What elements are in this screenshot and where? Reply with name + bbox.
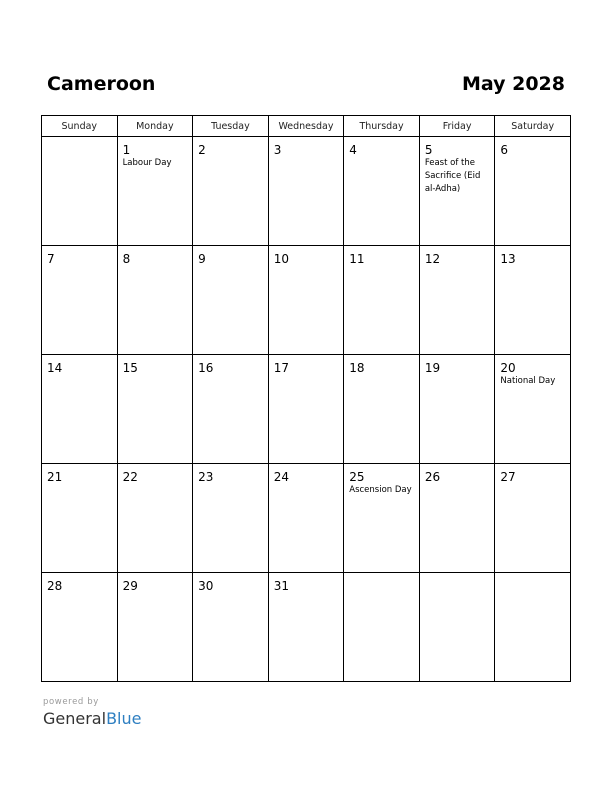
day-number: 2 <box>198 143 206 157</box>
day-number: 22 <box>122 470 138 484</box>
brand-general-text: General <box>43 709 107 728</box>
day-cell <box>193 246 269 355</box>
day-cell <box>419 246 495 355</box>
day-number: 14 <box>47 361 63 375</box>
day-cell <box>117 464 193 573</box>
day-cell <box>117 137 193 246</box>
day-number: 7 <box>47 252 55 266</box>
day-number: 13 <box>500 252 516 266</box>
day-cell <box>268 573 344 682</box>
day-cell <box>117 573 193 682</box>
day-number: 26 <box>424 470 441 484</box>
day-cell <box>419 464 495 573</box>
day-number: 15 <box>122 361 138 375</box>
day-cell <box>42 355 118 464</box>
brand-blue-text: Blue <box>106 709 142 728</box>
holiday-label: Feast of the Sacrifice (Eid al-Adha) <box>424 158 481 194</box>
day-cell <box>117 355 193 464</box>
day-number: 12 <box>424 252 441 266</box>
day-number: 21 <box>47 470 63 484</box>
day-cell <box>193 573 269 682</box>
day-cell <box>193 137 269 246</box>
day-number: 30 <box>198 579 214 593</box>
day-cell <box>495 246 571 355</box>
day-cell <box>42 137 118 246</box>
day-cell <box>268 355 344 464</box>
week-row-1 <box>42 137 571 246</box>
day-cell <box>268 246 344 355</box>
holiday-label: National Day <box>500 376 556 386</box>
powered-by-text: powered by <box>43 697 99 707</box>
day-cell <box>419 355 495 464</box>
weekday-header-sunday: Sunday <box>42 116 118 137</box>
week-row-3 <box>42 355 571 464</box>
holiday-label: Labour Day <box>122 158 172 168</box>
day-number: 5 <box>424 143 433 157</box>
day-number: 25 <box>349 470 365 484</box>
day-cell <box>495 464 571 573</box>
day-number: 3 <box>273 143 282 157</box>
day-cell <box>193 464 269 573</box>
week-row-2 <box>42 246 571 355</box>
day-cell <box>344 355 420 464</box>
weekday-header-thursday: Thursday <box>344 116 420 137</box>
day-number: 31 <box>273 579 289 593</box>
weekday-header-saturday: Saturday <box>495 116 571 137</box>
day-cell <box>344 464 420 573</box>
holiday-label: Ascension Day <box>349 485 412 495</box>
day-number: 1 <box>122 143 131 157</box>
day-cell <box>117 246 193 355</box>
day-cell <box>495 573 571 682</box>
week-row-4 <box>42 464 571 573</box>
day-number: 11 <box>349 252 365 266</box>
weekday-header-wednesday: Wednesday <box>268 116 344 137</box>
weekday-header-friday: Friday <box>419 116 495 137</box>
day-cell <box>419 137 495 246</box>
weekday-header-monday: Monday <box>117 116 193 137</box>
day-cell <box>419 573 495 682</box>
day-cell <box>344 137 420 246</box>
day-number: 8 <box>122 252 131 266</box>
day-number: 20 <box>500 361 516 375</box>
day-number: 28 <box>47 579 63 593</box>
day-cell <box>42 464 118 573</box>
day-number: 18 <box>349 361 365 375</box>
day-cell <box>42 246 118 355</box>
day-cell <box>495 137 571 246</box>
calendar-grid <box>41 115 571 682</box>
month-year-title: May 2028 <box>461 73 565 95</box>
day-cell <box>193 355 269 464</box>
day-cell <box>344 246 420 355</box>
generalblue-logo[interactable] <box>43 709 141 729</box>
day-cell <box>268 464 344 573</box>
day-number: 10 <box>273 252 289 266</box>
day-number: 23 <box>198 470 214 484</box>
day-cell <box>344 573 420 682</box>
country-title: Cameroon <box>47 73 156 95</box>
week-row-5 <box>42 573 571 682</box>
day-number: 9 <box>198 252 206 266</box>
day-number: 6 <box>500 143 509 157</box>
day-number: 29 <box>122 579 138 593</box>
day-cell <box>268 137 344 246</box>
footer-branding <box>43 697 141 729</box>
weekday-header-row <box>42 116 571 137</box>
day-number: 4 <box>349 143 357 157</box>
day-number: 24 <box>273 470 289 484</box>
day-number: 16 <box>198 361 214 375</box>
day-cell <box>42 573 118 682</box>
day-number: 19 <box>424 361 441 375</box>
weekday-header-tuesday: Tuesday <box>193 116 269 137</box>
day-cell <box>495 355 571 464</box>
day-number: 27 <box>500 470 516 484</box>
day-number: 17 <box>273 361 289 375</box>
